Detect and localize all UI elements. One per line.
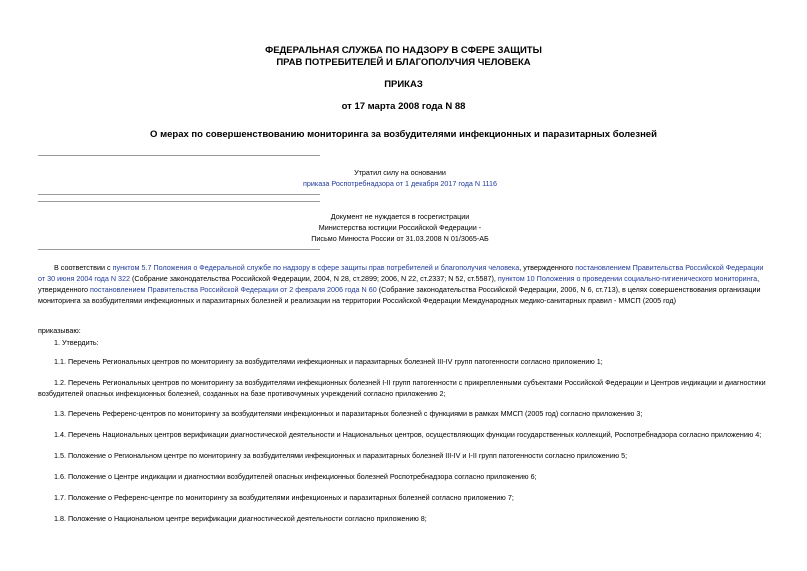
- status-note-text: Утратил силу на основании: [354, 168, 446, 177]
- monitoring-regulation-link[interactable]: пунктом 10 Положения о проведении социально-гигиенического мониторинга: [497, 274, 758, 283]
- subitem-1-4: 1.4. Перечень Национальных центров верификации диагностической деятельности и Национальных центров, осуществляющих функции государственных коллекций, Роспотребнадзора согласно приложению 4;: [54, 430, 762, 439]
- separator-rule: [38, 201, 320, 202]
- subitem-1-8: 1.8. Положение о Национальном центре верификации диагностической деятельности согласно приложению 8;: [54, 514, 427, 523]
- separator-rule: [38, 194, 320, 195]
- registration-note-line2: Министерства юстиции Российской Федерации -: [318, 223, 482, 232]
- preamble-paragraph: [38, 262, 770, 306]
- preamble-text: (Собрание законодательства Российской Федерации, 2006, N 6, ст.713), в целях совершенствования организации мониторинга за возбудителями инфекционных и паразитарных болезней и реализации на территории Российской Федерации Международных медико-санитарных правил - ММСП (2005 год): [38, 285, 761, 305]
- subitem-1-2: 1.2. Перечень Региональных центров по мониторингу за возбудителями инфекционных болезней I-II групп патогенности с прикрепленными субъектами Российской Федерации и Центров индикации и диагностики возбудителей опасных инфекционных болезней, созданных на базе противочумных учреждений согласно приложению 2;: [38, 378, 766, 398]
- subitem-1-3: 1.3. Перечень Референс-центров по мониторингу за возбудителями инфекционных и паразитарных болезней с функциями в рамках ММСП (2005 год) согласно приложению 3;: [54, 409, 643, 418]
- preamble-text: В соответствии с: [54, 263, 113, 272]
- status-note-link-row: [250, 178, 550, 189]
- registration-note-line1: Документ не нуждается в госрегистрации: [330, 212, 470, 221]
- registration-note-line3: Письмо Минюста России от 31.03.2008 N 01/3065-АБ: [311, 234, 489, 243]
- preamble-text: (Собрание законодательства Российской Федерации, 2004, N 28, ст.2899; 2006, N 22, ст.2337; N 52, ст.5587),: [130, 274, 498, 283]
- subitem-1-5: 1.5. Положение о Региональном центре по мониторингу за возбудителями инфекционных и паразитарных болезней III-IV и I-II групп патогенности согласно приложению 5;: [54, 451, 628, 460]
- repeal-order-link[interactable]: приказа Роспотребнадзора от 1 декабря 2017 года N 1116: [302, 179, 498, 188]
- document-date-number: от 17 марта 2008 года N 88: [341, 101, 466, 112]
- agency-name-line1: ФЕДЕРАЛЬНАЯ СЛУЖБА ПО НАДЗОРУ В СФЕРЕ ЗАЩИТЫ: [265, 45, 542, 56]
- separator-rule: [38, 249, 320, 250]
- subitem-1-6: 1.6. Положение о Центре индикации и диагностики возбудителей опасных инфекционных болезней Роспотребнадзора согласно приложению 6;: [54, 472, 537, 481]
- separator-rule: [38, 155, 320, 156]
- document-title: О мерах по совершенствованию мониторинга за возбудителями инфекционных и паразитарных болезней: [150, 129, 657, 140]
- preamble-text: , утвержденного: [38, 274, 760, 294]
- agency-name-line2: ПРАВ ПОТРЕБИТЕЛЕЙ И БЛАГОПОЛУЧИЯ ЧЕЛОВЕКА: [276, 57, 531, 68]
- preamble-text: , утвержденного: [519, 263, 576, 272]
- government-decree-322-link[interactable]: постановлением Правительства Российской Федерации от 30 июня 2004 года N 322: [38, 263, 764, 283]
- order-word: приказываю:: [38, 326, 81, 335]
- item-1: 1. Утвердить:: [54, 338, 99, 347]
- subitem-1-1: 1.1. Перечень Региональных центров по мониторингу за возбудителями инфекционных и паразитарных болезней III-IV групп патогенности согласно приложению 1;: [54, 357, 603, 366]
- document-type: ПРИКАЗ: [384, 79, 423, 90]
- government-decree-60-link[interactable]: постановлением Правительства Российской Федерации от 2 февраля 2006 года N 60: [90, 285, 377, 294]
- regulation-clause-link[interactable]: пунктом 5.7 Положения о Федеральной службе по надзору в сфере защиты прав потребителей и благополучия человека: [112, 263, 520, 272]
- subitem-1-7: 1.7. Положение о Референс-центре по мониторингу за возбудителями инфекционных и паразитарных болезней согласно приложению 7;: [54, 493, 514, 502]
